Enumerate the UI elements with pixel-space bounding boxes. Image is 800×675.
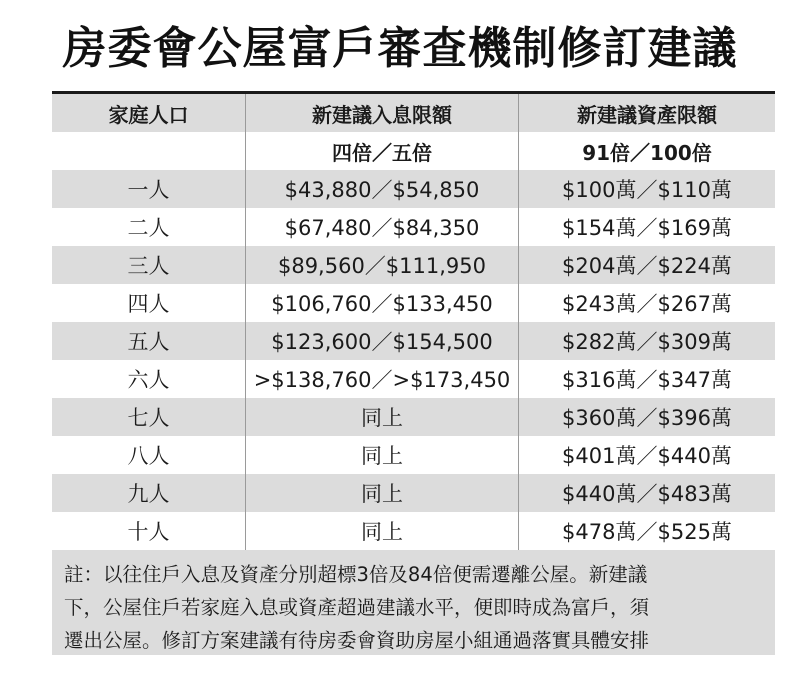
household-size-cell: 九人 — [127, 482, 170, 506]
household-size-cell: 七人 — [127, 406, 170, 430]
household-size-cell: 十人 — [127, 520, 170, 544]
income-limit-cell: $106,760／$133,450 — [245, 284, 518, 322]
footnote — [52, 550, 775, 655]
table-row — [52, 474, 775, 512]
asset-limit-cell: $100萬／$110萬 — [518, 170, 775, 208]
income-limit-cell: 同上 — [245, 474, 518, 512]
household-size-cell: 二人 — [127, 216, 170, 240]
footnote-line: 註：以往住戶入息及資產分別超標3倍及84倍便需遷離公屋。新建議 — [64, 563, 648, 586]
subheader-household-size — [52, 132, 245, 170]
household-size-cell: 四人 — [127, 292, 170, 316]
table-row — [52, 208, 775, 246]
asset-limit-cell: $401萬／$440萬 — [518, 436, 775, 474]
asset-limit-cell: $440萬／$483萬 — [518, 474, 775, 512]
household-size-cell: 八人 — [127, 444, 170, 468]
footnote-line: 遷出公屋。修訂方案建議有待房委會資助房屋小組通過落實具體安排 — [64, 629, 650, 652]
household-size-cell: 一人 — [127, 178, 170, 202]
asset-limit-cell: $360萬／$396萬 — [518, 398, 775, 436]
income-limit-cell: $43,880／$54,850 — [245, 170, 518, 208]
household-size-cell: 三人 — [127, 254, 170, 278]
footnote-line: 下，公屋住戶若家庭入息或資產超過建議水平，便即時成為富戶，須 — [64, 596, 650, 619]
asset-limit-cell: $478萬／$525萬 — [518, 512, 775, 550]
household-size-cell: 六人 — [127, 368, 170, 392]
income-limit-cell: 同上 — [245, 512, 518, 550]
table-row — [52, 284, 775, 322]
asset-limit-cell: $243萬／$267萬 — [518, 284, 775, 322]
page-title: 房委會公屋富戶審查機制修訂建議 — [62, 23, 738, 74]
income-limit-cell: >$138,760／>$173,450 — [245, 360, 518, 398]
table-subheader-row — [52, 132, 775, 170]
header-income-limit: 新建議入息限額 — [245, 94, 518, 132]
income-limit-cell: $123,600／$154,500 — [245, 322, 518, 360]
table-row — [52, 322, 775, 360]
header-asset-limit: 新建議資產限額 — [518, 94, 775, 132]
table-row — [52, 436, 775, 474]
income-limit-cell: 同上 — [245, 436, 518, 474]
household-size-cell: 五人 — [127, 330, 170, 354]
table-row — [52, 360, 775, 398]
asset-limit-cell: $282萬／$309萬 — [518, 322, 775, 360]
header-household-size: 家庭人口 — [108, 102, 189, 127]
table-header-row — [52, 94, 775, 132]
income-limit-cell: $89,560／$111,950 — [245, 246, 518, 284]
asset-limit-cell: $204萬／$224萬 — [518, 246, 775, 284]
income-limit-cell: $67,480／$84,350 — [245, 208, 518, 246]
limits-table — [52, 91, 775, 655]
table-row — [52, 170, 775, 208]
table-row — [52, 246, 775, 284]
subheader-asset-multiplier: 91倍／100倍 — [518, 132, 775, 170]
asset-limit-cell: $316萬／$347萬 — [518, 360, 775, 398]
table-row — [52, 512, 775, 550]
table-row — [52, 398, 775, 436]
subheader-income-multiplier: 四倍／五倍 — [245, 132, 518, 170]
income-limit-cell: 同上 — [245, 398, 518, 436]
asset-limit-cell: $154萬／$169萬 — [518, 208, 775, 246]
